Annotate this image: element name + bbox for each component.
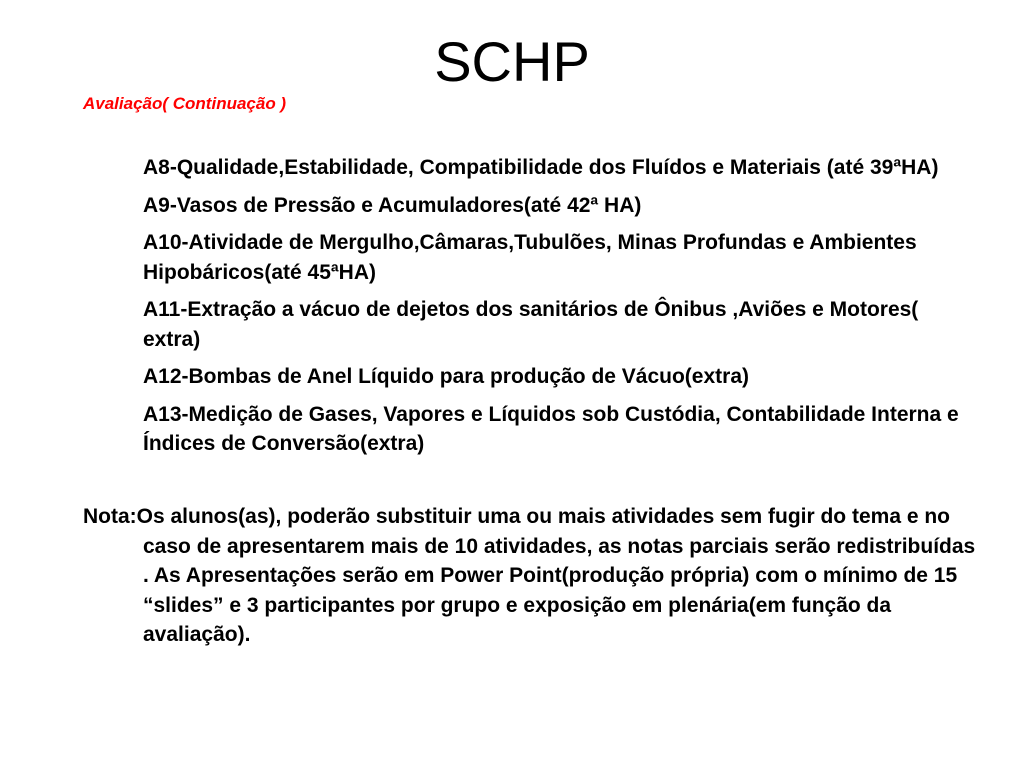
activity-item-a12: A12-Bombas de Anel Líquido para produção de Vácuo(extra) (143, 365, 749, 388)
slide-subtitle: Avaliação( Continuação ) (83, 94, 287, 113)
activity-list (143, 153, 978, 467)
activity-item-a9: A9-Vasos de Pressão e Acumuladores(até 42ª HA) (143, 193, 642, 217)
activity-item-a8: A8-Qualidade,Estabilidade, Compatibilidade dos Fluídos e Materiais (até 39ªHA) (143, 156, 939, 179)
activity-item-a11: A11-Extração a vácuo de dejetos dos sanitários de Ônibus ,Aviões e Motores( extra) (143, 298, 919, 351)
activity-item-a13: A13-Medição de Gases, Vapores e Líquidos sob Custódia, Contabilidade Interna e Índices de Conversão(extra) (143, 402, 959, 455)
note-paragraph: Nota:Os alunos(as), poderão substituir uma ou mais atividades sem fugir do tema e no caso de apresentarem mais de 10 atividades, as notas parciais serão redistribuídas . As Apresentações serão em Power Point(produção própria) com o mínimo de 15 “slides” e 3 participantes por grupo e exposição em plenária(em função da avaliação). (83, 505, 976, 646)
slide-title: SCHP (434, 30, 590, 93)
activity-item-a10: A10-Atividade de Mergulho,Câmaras,Tubulões, Minas Profundas e Ambientes Hipobáricos(até 45ªHA) (143, 231, 917, 284)
